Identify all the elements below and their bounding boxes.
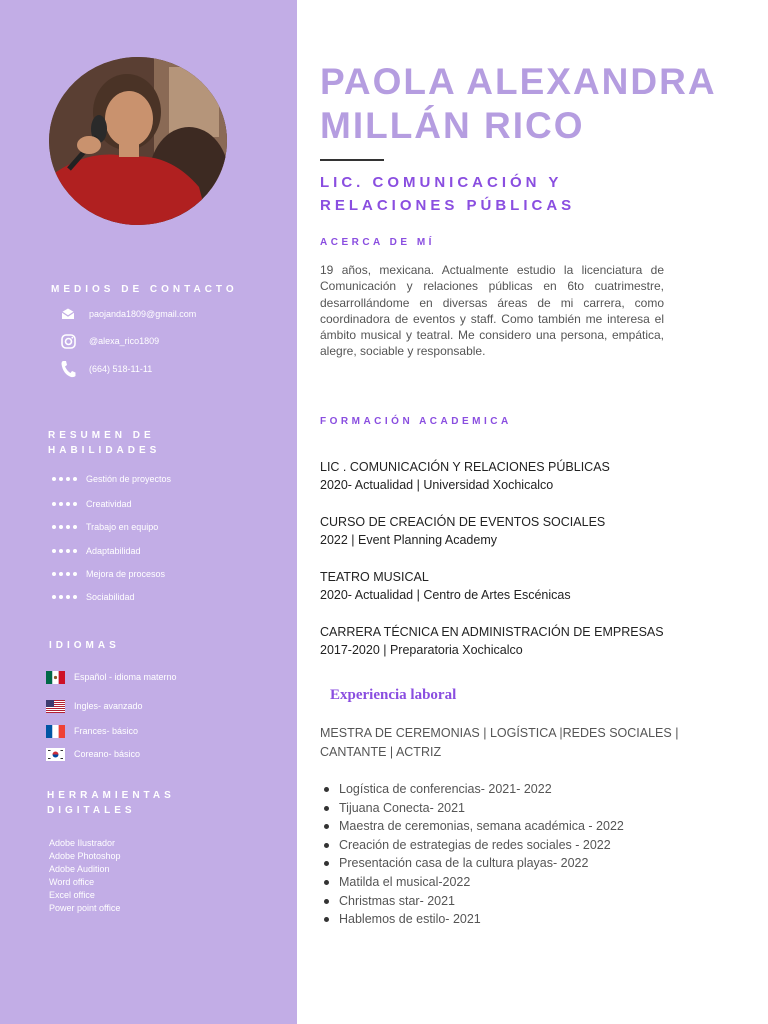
education-item [320,568,740,604]
contact-email[interactable]: paojanda1809@gmail.com [89,309,197,319]
person-name-line2: MILLÁN RICO [320,105,585,146]
education-title: LIC . COMUNICACIÓN Y RELACIONES PÚBLICAS [320,460,610,474]
contact-instagram[interactable]: @alexa_rico1809 [89,336,160,346]
language-item: Español - idioma materno [46,670,177,684]
list-item: Logística de conferencias- 2021- 2022 [320,780,624,799]
tools-heading-line1: HERRAMIENTAS [47,790,175,801]
skill-item: Trabajo en equipo [52,520,158,534]
tool-item: Word office [49,877,95,887]
skill-level-dots [52,502,77,506]
skill-level-dots [52,477,77,481]
education-detail: 2020- Actualidad | Centro de Artes Escénicas [320,588,571,602]
education-item [320,623,740,659]
language-item: Ingles- avanzado [46,699,143,713]
education-heading: FORMACIÓN ACADEMICA [320,416,512,427]
contact-heading: MEDIOS DE CONTACTO [51,284,238,295]
skill-item: Mejora de procesos [52,567,165,581]
contact-instagram-row [58,331,160,351]
language-item: Frances- básico [46,724,138,738]
france-flag-icon [46,725,65,738]
skills-heading-line2: HABILIDADES [48,445,161,456]
skills-heading [48,428,160,458]
tool-item: Excel office [49,890,95,900]
about-text: 19 años, mexicana. Actualmente estudio la licenciatura de Comunicación y relaciones públicas en 6to cuatrimestre, desarrollándome en diversas áreas de mi carrera, como coordinadora de eventos y staff. Como también me interesa el ámbito musical y teatral. Me considero una persona, empática, alegre, sociable y responsable. [320,263,664,359]
profession-title-line2: RELACIONES PÚBLICAS [320,197,576,214]
experience-list [320,780,624,929]
skill-level-dots [52,549,77,553]
skill-level-dots [52,572,77,576]
education-detail: 2017-2020 | Preparatoria Xochicalco [320,643,523,657]
tool-item: Power point office [49,903,121,913]
profession-title [320,171,575,217]
instagram-icon [58,331,78,351]
languages-heading: IDIOMAS [49,640,120,651]
skill-item: Creatividad [52,497,132,511]
tools-heading [47,788,175,818]
person-name-line1: PAOLA ALEXANDRA [320,61,717,102]
mail-icon [58,304,78,324]
skill-item: Adaptabilidad [52,544,141,558]
list-item: Tijuana Conecta- 2021 [320,799,624,818]
mexico-flag-icon [46,671,65,684]
person-name [320,60,717,148]
list-item: Hablemos de estilo- 2021 [320,910,624,929]
tool-item: Adobe Photoshop [49,851,121,861]
profile-photo [49,57,227,225]
education-title: TEATRO MUSICAL [320,570,429,584]
tools-list [49,837,121,915]
contact-phone-row [58,359,153,379]
list-item: Presentación casa de la cultura playas- 2022 [320,854,624,873]
education-item [320,513,740,549]
education-title: CURSO DE CREACIÓN DE EVENTOS SOCIALES [320,515,606,529]
experience-roles: MESTRA DE CEREMONIAS | LOGÍSTICA |REDES SOCIALES | CANTANTE | ACTRIZ [320,726,679,759]
about-heading: ACERCA DE MÍ [320,237,435,248]
list-item: Creación de estrategias de redes sociales - 2022 [320,836,624,855]
skills-heading-line1: RESUMEN DE [48,430,155,441]
contact-phone[interactable]: (664) 518-11-11 [89,364,153,374]
contact-email-row [58,304,197,324]
skill-level-dots [52,525,77,529]
list-item: Christmas star- 2021 [320,892,624,911]
education-item [320,458,740,494]
usa-flag-icon [46,700,65,713]
tool-item: Adobe Ilustrador [49,838,116,848]
korea-flag-icon [46,748,65,761]
title-divider [320,159,384,161]
tools-heading-line2: DIGITALES [47,805,136,816]
phone-icon [58,359,78,379]
language-item: Coreano- básico [46,747,140,761]
experience-heading: Experiencia laboral [330,687,457,703]
education-title: CARRERA TÉCNICA EN ADMINISTRACIÓN DE EMPRESAS [320,625,664,639]
list-item: Maestra de ceremonias, semana académica - 2022 [320,817,624,836]
skill-item: Sociabilidad [52,590,135,604]
skill-level-dots [52,595,77,599]
profession-title-line1: LIC. COMUNICACIÓN Y [320,174,563,191]
education-detail: 2022 | Event Planning Academy [320,533,497,547]
skill-item: Gestión de proyectos [52,472,171,486]
education-detail: 2020- Actualidad | Universidad Xochicalco [320,478,554,492]
list-item: Matilda el musical-2022 [320,873,624,892]
tool-item: Adobe Audition [49,864,110,874]
